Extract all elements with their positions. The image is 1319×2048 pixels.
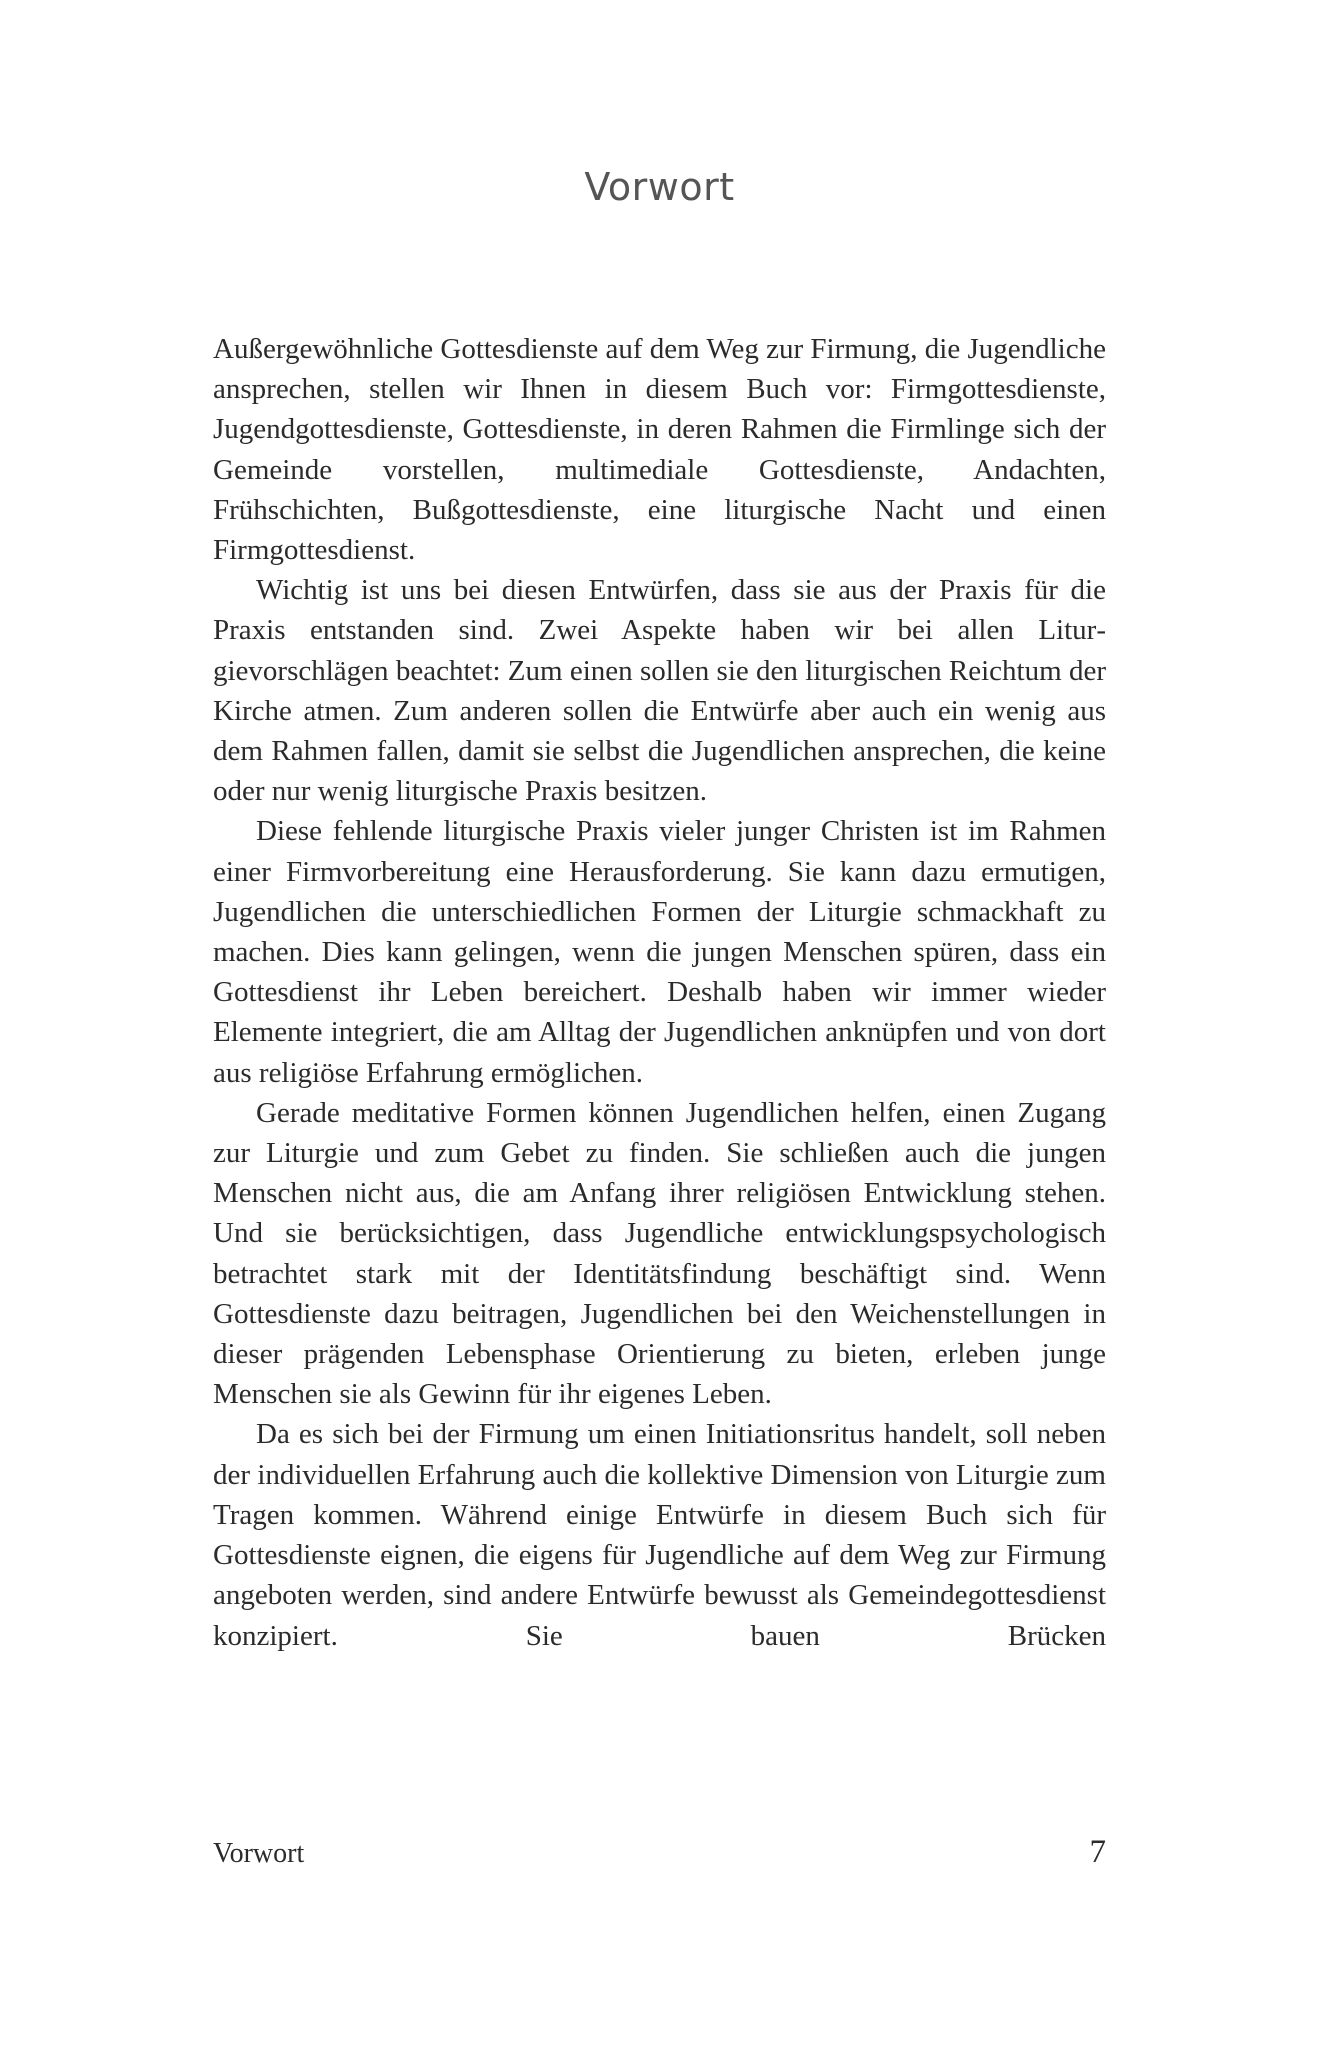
paragraph-2: Wichtig ist uns bei diesen Entwürfen, dass sie aus der Praxis für die Praxis entstanden sind. Zwei Aspekte haben wir bei allen Liturgievorschlägen beachtet: Zum einen sollen sie den liturgischen Reichtum der Kirche atmen. Zum anderen sollen die Entwürfe aber auch ein wenig aus dem Rahmen fallen, damit sie selbst die Jugendlichen ansprechen, die keine oder nur wenig liturgische Praxis besitzen. bbox=[213, 574, 1106, 808]
running-title: Vorwort bbox=[213, 1838, 305, 1869]
page-footer bbox=[213, 1834, 1106, 1878]
paragraph-5: Da es sich bei der Firmung um einen Initiationsritus handelt, soll neben der individuellen Erfahrung auch die kollektive Dimension von Liturgie zum Tragen kommen. Während einige Entwürfe in diesem Buch sich für Gottesdienste eignen, die eigens für Jugendliche auf dem Weg zur Firmung angeboten werden, sind andere Entwürfe bewusst als Gemeindegottesdienst konzipiert. Sie bauen Brücken bbox=[213, 1418, 1106, 1652]
body-text bbox=[213, 329, 1106, 1656]
page-number: 7 bbox=[1089, 1834, 1106, 1870]
paragraph-4: Gerade meditative Formen können Jugendlichen helfen, einen Zugang zur Liturgie und zum Gebet zu finden. Sie schließen auch die jungen Menschen nicht aus, die am Anfang ihrer religiösen Entwicklung stehen. Und sie berücksichtigen, dass Jugendliche entwicklungspsychologisch betrachtet stark mit der Identitätsfindung beschäftigt sind. Wenn Gottesdienste dazu beitragen, Jugendlichen bei den Weichenstellungen in dieser prägenden Lebensphase Orientierung zu bieten, erleben junge Menschen sie als Gewinn für ihr eigenes Leben. bbox=[213, 1096, 1106, 1411]
paragraph-3: Diese fehlende liturgische Praxis vieler junger Christen ist im Rahmen einer Firmvorbereitung eine Herausforderung. Sie kann dazu ermutigen, Jugendlichen die unterschiedlichen Formen der Liturgie schmackhaft zu machen. Dies kann gelingen, wenn die jungen Menschen spüren, dass ein Gottesdienst ihr Leben bereichert. Deshalb haben wir immer wieder Elemente integriert, die am Alltag der Jugendlichen anknüpfen und von dort aus religiöse Erfahrung ermöglichen. bbox=[213, 815, 1106, 1089]
chapter-title: Vorwort bbox=[584, 165, 735, 209]
paragraph-1: Außergewöhnliche Gottesdienste auf dem Weg zur Firmung, die Jugendliche ansprechen, stellen wir Ihnen in diesem Buch vor: Firmgottesdienste, Jugendgottesdienste, Gottesdienste, in deren Rahmen die Firmlinge sich der Gemeinde vorstellen, multimediale Gottesdienste, Andachten, Frühschichten, Bußgottesdienste, eine liturgische Nacht und einen Firmgottesdienst. bbox=[213, 333, 1106, 567]
